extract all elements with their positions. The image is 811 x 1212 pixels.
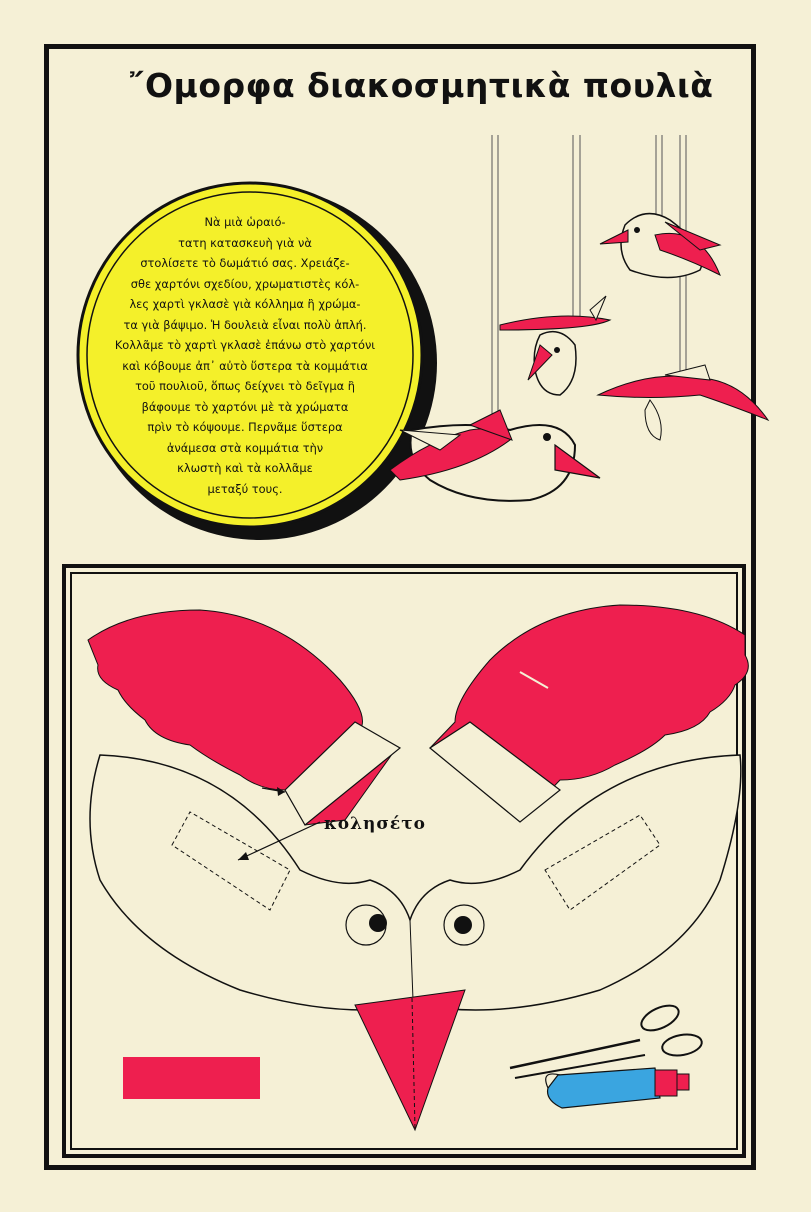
intro-line: καὶ κόβουμε ἀπ᾽ αὐτὸ ὕστερα τὰ κομμάτια xyxy=(122,358,368,373)
intro-line: Νὰ μιὰ ὡραιό- xyxy=(204,215,286,229)
left-pupil xyxy=(369,914,387,932)
intro-line: σθε χαρτόνι σχεδίου, χρωματιστὲς κόλ- xyxy=(130,276,360,291)
intro-line: βάφουμε τὸ χαρτόνι μὲ τὰ χρώματα xyxy=(141,399,349,414)
intro-line: Κολλᾶμε τὸ χαρτὶ γκλασὲ ἐπάνω στὸ χαρτόνι xyxy=(114,338,376,352)
glue-tube-icon xyxy=(546,1068,689,1108)
intro-line: ἀνάμεσα στὰ κομμάτια τὴν xyxy=(166,440,324,455)
intro-line: τοῦ πουλιοῦ, ὅπως δείχνει τὸ δεῖγμα ἢ xyxy=(135,379,355,393)
intro-line: τατη κατασκευὴ γιὰ νὰ xyxy=(178,235,312,250)
intro-line: στολίσετε τὸ δωμάτιό σας. Χρειάζε- xyxy=(140,256,350,270)
intro-line: τα γιὰ βάψιμο. Ἡ δουλειὰ εἶναι πολὺ ἁπλή. xyxy=(123,317,367,332)
red-strip-cutout xyxy=(123,1057,260,1099)
intro-line: μεταξύ τους. xyxy=(207,481,283,496)
right-pupil xyxy=(454,916,472,934)
intro-line: κλωστὴ καὶ τὰ κολλᾶμε xyxy=(177,461,313,475)
scissors-icon xyxy=(510,1000,703,1078)
glue-label: κολησέτο xyxy=(324,814,427,834)
intro-line: πρὶν τὸ κόψουμε. Περνᾶμε ὕστερα xyxy=(147,420,343,434)
beak-cutout xyxy=(355,990,465,1130)
intro-line: λες χαρτὶ γκλασὲ γιὰ κόλλημα ἢ χρώμα- xyxy=(129,297,361,311)
bird-body-outline xyxy=(90,755,741,1010)
page-title: ῎Ομορφα διακοσμητικὰ πουλιὰ xyxy=(128,66,714,105)
